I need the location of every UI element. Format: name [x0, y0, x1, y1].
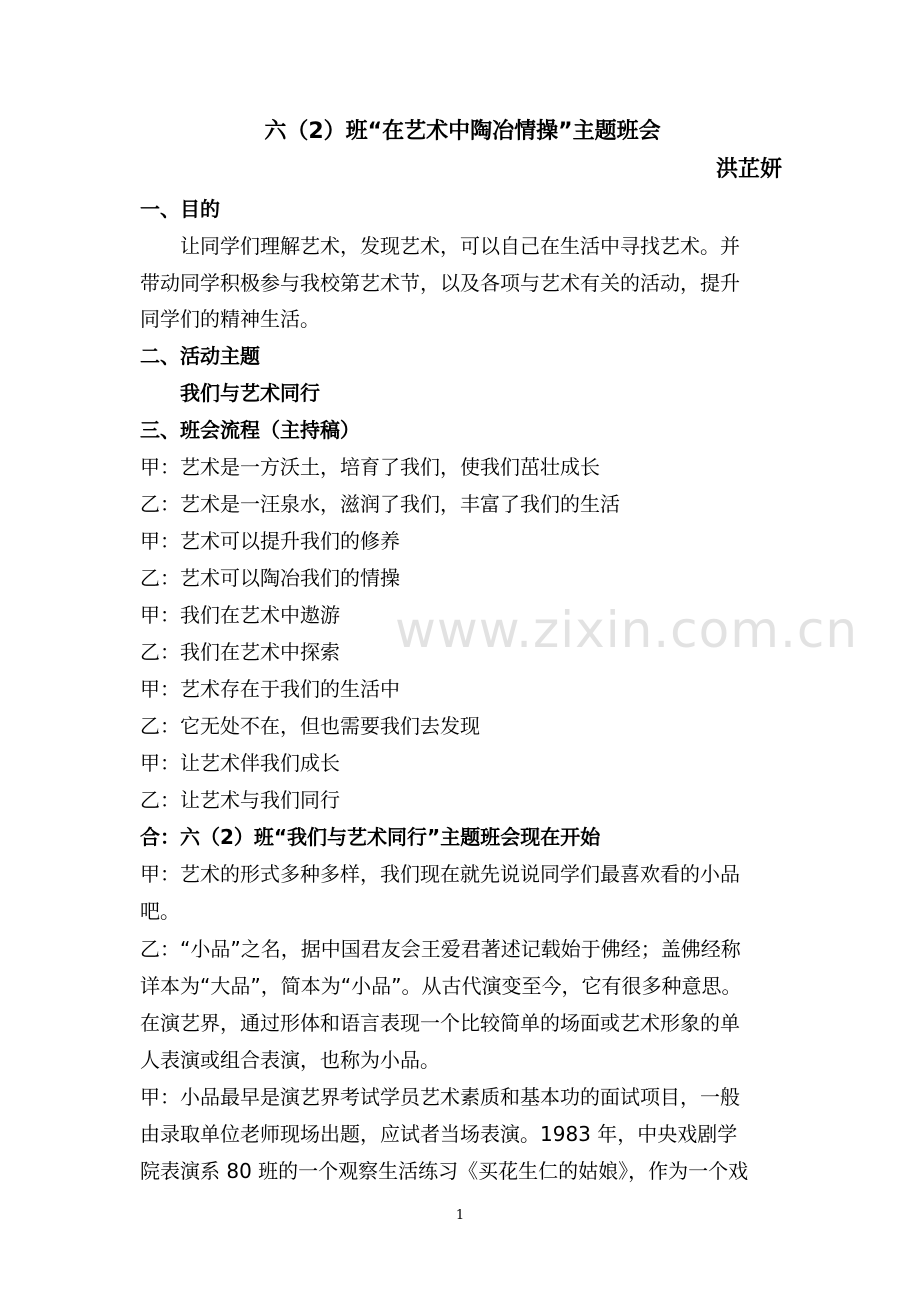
paragraph-line: 同学们的精神生活。	[140, 307, 320, 331]
dialogue-line: 在演艺界，通过形体和语言表现一个比较简单的场面或艺术形象的单	[140, 1011, 740, 1035]
dialogue-line: 院表演系 80 班的一个观察生活练习《买花生仁的姑娘》，作为一个戏	[140, 1159, 749, 1183]
dialogue-line: 甲：小品最早是演艺界考试学员艺术素质和基本功的面试项目，一般	[140, 1085, 740, 1109]
dialogue-line: 人表演或组合表演，也称为小品。	[140, 1048, 440, 1072]
dialogue-line: 详本为“大品”，简本为“小品”。从古代演变至今，它有很多种意思。	[140, 974, 742, 998]
author-name: 洪芷妍	[715, 157, 782, 182]
paragraph-line: 带动同学积极参与我校第艺术节，以及各项与艺术有关的活动，提升	[140, 271, 740, 295]
dialogue-line: 由录取单位老师现场出题，应试者当场表演。1983 年，中央戏剧学	[140, 1122, 738, 1146]
dialogue-line: 乙：“小品”之名，据中国君友会王爱君著述记载始于佛经；盖佛经称	[140, 937, 741, 961]
dialogue-line: 甲：我们在艺术中遨游	[140, 603, 340, 627]
dialogue-line: 甲：艺术是一方沃土，培育了我们，使我们茁壮成长	[140, 455, 600, 479]
dialogue-line: 吧。	[140, 899, 180, 923]
section-heading-purpose: 一、目的	[140, 197, 220, 221]
dialogue-line: 乙：它无处不在，但也需要我们去发现	[140, 714, 480, 738]
dialogue-line: 甲：艺术存在于我们的生活中	[140, 677, 400, 701]
dialogue-line: 甲：艺术可以提升我们的修养	[140, 529, 400, 553]
watermark: www.zixin.com.cn	[395, 601, 859, 659]
dialogue-line: 甲：艺术的形式多种多样，我们现在就先说说同学们最喜欢看的小品	[140, 862, 740, 886]
dialogue-line: 乙：艺术可以陶冶我们的情操	[140, 566, 400, 590]
dialogue-line: 乙：让艺术与我们同行	[140, 788, 340, 812]
dialogue-line: 乙：艺术是一汪泉水，滋润了我们，丰富了我们的生活	[140, 492, 620, 516]
theme-text: 我们与艺术同行	[140, 381, 320, 405]
section-heading-process: 三、班会流程（主持稿）	[140, 418, 360, 442]
section-heading-theme: 二、活动主题	[140, 344, 260, 368]
document-title: 六（2）班“在艺术中陶冶情操”主题班会	[264, 119, 661, 144]
dialogue-line-together: 合：六（2）班“我们与艺术同行”主题班会现在开始	[140, 825, 601, 849]
page-number: 1	[455, 1208, 465, 1223]
dialogue-line: 乙：我们在艺术中探索	[140, 640, 340, 664]
dialogue-line: 甲：让艺术伴我们成长	[140, 751, 340, 775]
paragraph-line: 让同学们理解艺术，发现艺术，可以自己在生活中寻找艺术。并	[140, 234, 740, 258]
